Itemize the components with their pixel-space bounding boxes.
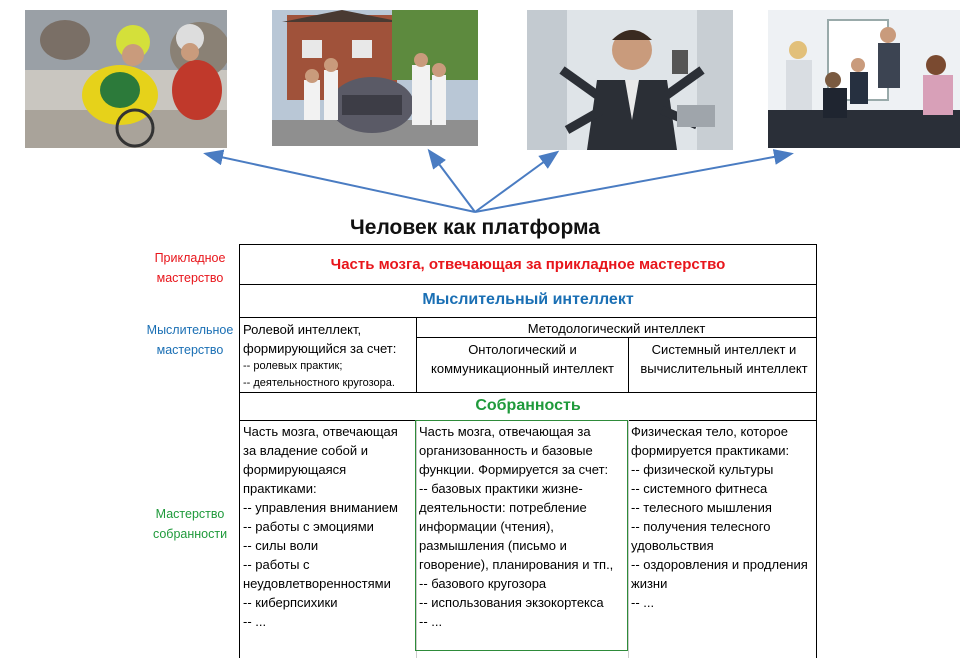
self-control-item: -- силы воли — [243, 538, 319, 553]
businessman-photo — [527, 10, 733, 150]
collected-header: Собранность — [475, 397, 581, 414]
body-item: -- оздоровления и продления жизни — [631, 557, 808, 591]
arrow-to-business — [475, 153, 556, 212]
arrow-to-family — [430, 152, 475, 212]
arrow-to-cyclists — [207, 154, 475, 212]
role-intellect-item: -- ролевых практик; — [243, 360, 343, 372]
organization-cell — [419, 422, 625, 631]
body-item: -- телесного мышления — [631, 500, 772, 515]
cyclists-photo — [25, 10, 227, 148]
body-item: -- ... — [631, 595, 655, 610]
organization-item: -- ... — [419, 614, 443, 629]
arrow-to-meeting — [475, 154, 790, 212]
methodological-intellect: Методологический интеллект — [527, 321, 706, 336]
label-applied-mastery: Прикладное мастерство — [154, 251, 226, 285]
organization-item: -- базовых практики жизне-деятельности: потребление информации (чтения), размышления (письмо и говорение), планирования и тп., — [419, 481, 614, 572]
role-intellect-lead: Ролевой интеллект, формирующийся за счет: — [243, 322, 397, 356]
body-cell — [631, 422, 813, 612]
body-item: -- физической культуры — [631, 462, 774, 477]
systemic-intellect: Системный интеллект и вычислительный интеллект — [640, 342, 808, 376]
self-control-item: -- ... — [243, 614, 267, 629]
organization-lead: Часть мозга, отвечающая за организованность и базовые функции. Формируется за счет: — [419, 424, 609, 477]
self-control-item: -- управления вниманием — [243, 500, 398, 515]
label-collected-mastery: Мастерство собранности — [152, 507, 228, 541]
self-control-lead: Часть мозга, отвечающая за владение собой и формирующаяся практиками: — [243, 424, 398, 496]
applied-mastery-header: Часть мозга, отвечающая за прикладное мастерство — [330, 256, 726, 273]
body-lead: Физическая тело, которое формируется практиками: — [631, 424, 790, 458]
diagram-title: Человек как платформа — [350, 216, 600, 239]
organization-item: -- базового кругозора — [419, 576, 547, 591]
self-control-cell — [243, 422, 413, 631]
family-photo — [272, 10, 478, 146]
label-thinking-mastery: Мыслительное мастерство — [146, 323, 234, 357]
meeting-photo — [768, 10, 960, 148]
organization-item: -- использования экзокортекса — [419, 595, 604, 610]
role-intellect-item: -- деятельностного кругозора. — [243, 377, 395, 389]
self-control-item: -- киберпсихики — [243, 595, 338, 610]
body-item: -- системного фитнеса — [631, 481, 768, 496]
self-control-item: -- работы с эмоциями — [243, 519, 374, 534]
body-item: -- получения телесного удовольствия — [631, 519, 771, 553]
role-intellect-cell — [243, 320, 415, 392]
self-control-item: -- работы с неудовлетворенностями — [243, 557, 391, 591]
ontological-intellect: Онтологический и коммуникационный интеллект — [431, 342, 614, 376]
thinking-intellect-header: Мыслительный интеллект — [422, 291, 634, 308]
